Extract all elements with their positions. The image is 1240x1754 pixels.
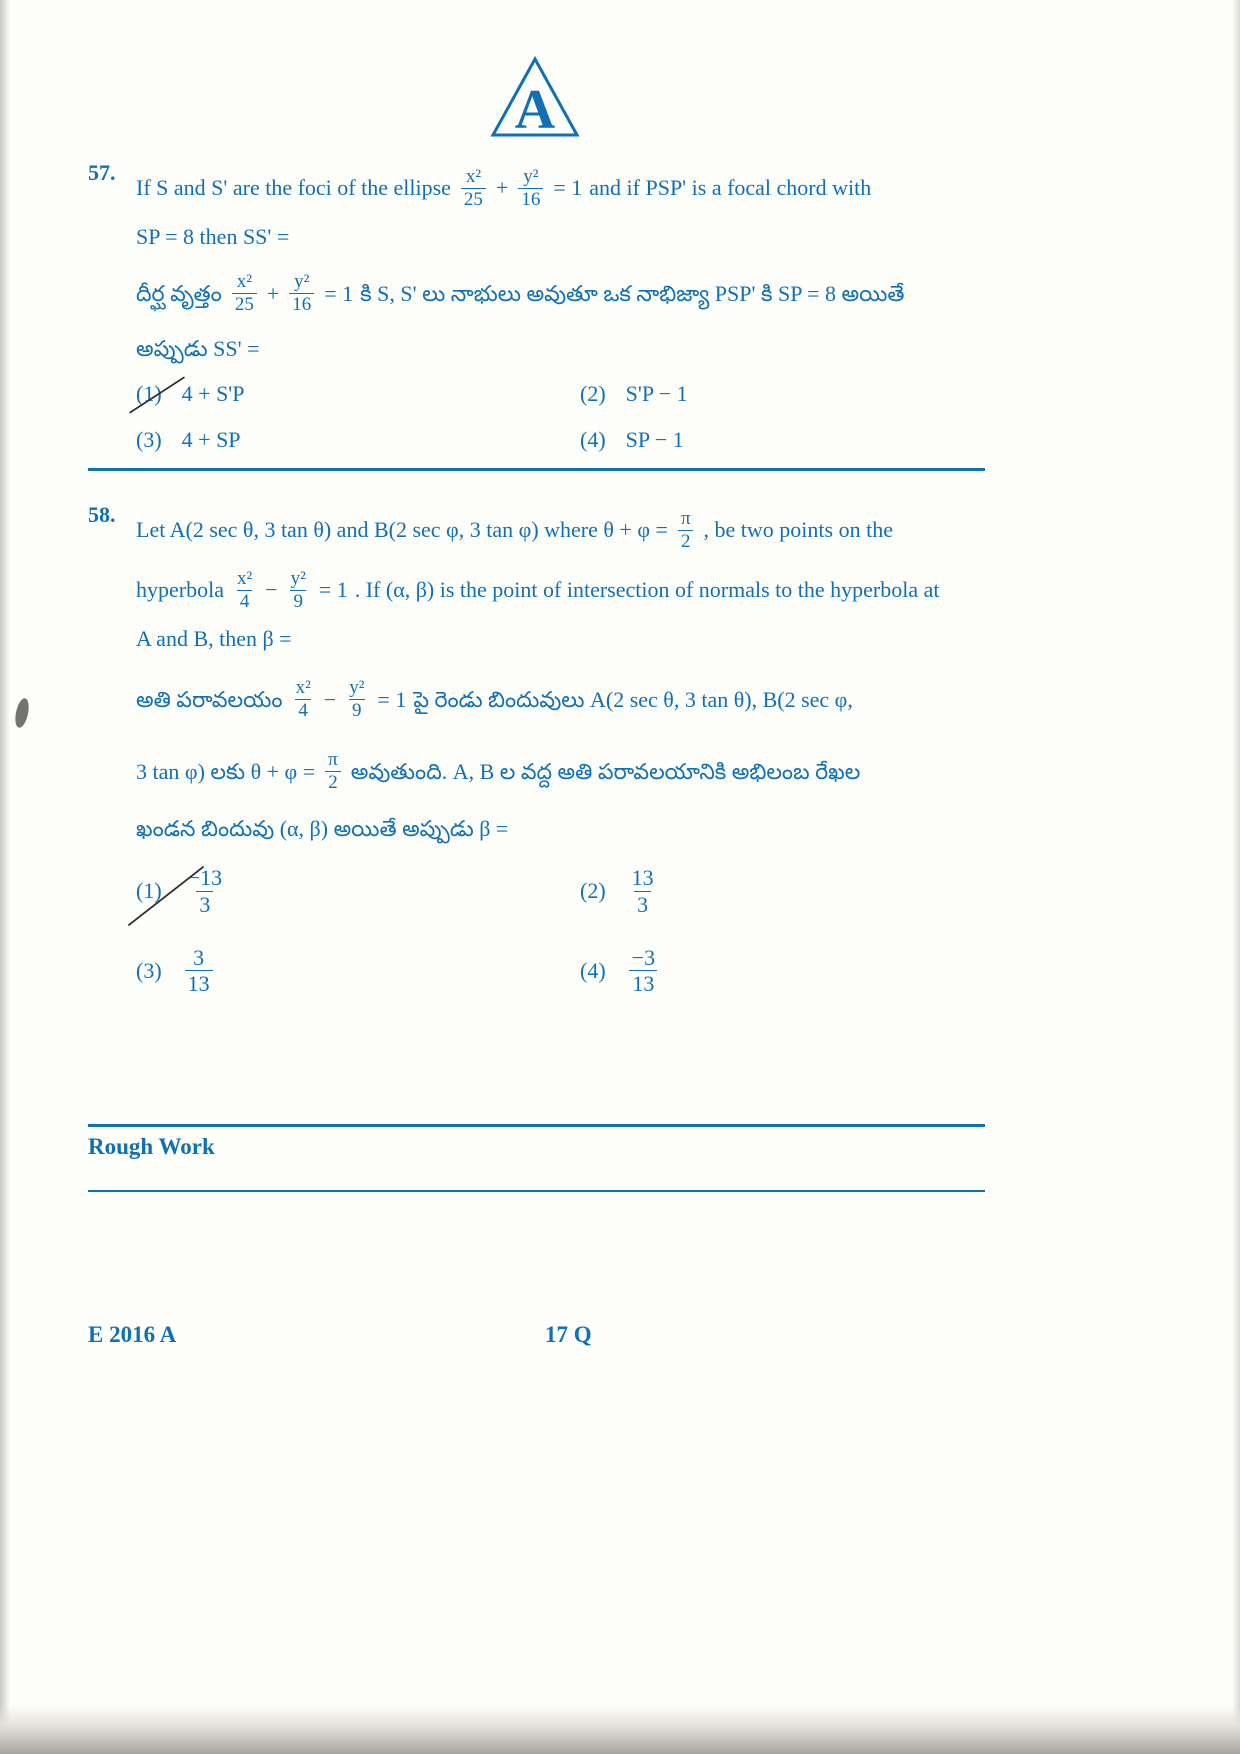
- option-4: [580, 425, 684, 455]
- ellipse-fraction-1: $\frac{\text{x²}}{25}$: [461, 166, 486, 211]
- rough-work-label: Rough Work: [88, 1134, 215, 1159]
- question-57: [88, 158, 988, 455]
- option-fraction: $\frac{3}{13}$: [185, 945, 213, 997]
- option-1: [136, 865, 228, 917]
- paper-set-logo: [487, 55, 583, 146]
- scan-edge-bottom: [0, 1706, 1240, 1754]
- question-57-english-line1: [136, 158, 988, 218]
- option-fraction: $\frac{-3}{13}$: [629, 945, 658, 997]
- question-58-english-line1: [136, 500, 988, 560]
- hyperbola-fraction-1: $\frac{\text{x²}}{4}$: [236, 567, 253, 612]
- rough-work-bottom-rule: [88, 1190, 985, 1192]
- question-text: hyperbola: [136, 577, 224, 603]
- question-text-telugu: దీర్ఘ వృత్తం: [136, 280, 222, 306]
- question-number: 58.: [88, 502, 116, 527]
- plus-operator: +: [495, 175, 509, 201]
- equation-rhs: = 1: [318, 577, 348, 603]
- question-text-telugu: పై రెండు బిందువులు A(2 sec θ, 3 tan θ), B(2 sec φ,: [413, 686, 853, 712]
- hyperbola-fraction-1: $\frac{\text{x²}}{4}$: [295, 677, 311, 722]
- option-label: SP − 1: [625, 427, 684, 453]
- option-number: (1): [136, 878, 162, 904]
- option-4: [580, 945, 661, 997]
- option-number: (3): [136, 957, 162, 983]
- question-58-options: [136, 865, 988, 996]
- minus-operator: −: [323, 686, 337, 712]
- ellipse-fraction-2: $\frac{\text{y²}}{16}$: [289, 271, 314, 316]
- scan-edge-left: [0, 0, 10, 1754]
- question-57-options: [136, 379, 988, 454]
- question-58-telugu-line3: ఖండన బిందువు (α, β) అయితే అప్పుడు β =: [136, 815, 509, 841]
- scan-edge-right: [1232, 0, 1240, 1754]
- option-number: (1): [136, 381, 162, 407]
- option-number: (2): [580, 878, 606, 904]
- equation-rhs: = 1: [553, 175, 583, 201]
- option-number: (4): [580, 957, 606, 983]
- option-number: (3): [136, 427, 162, 453]
- option-3: [136, 425, 241, 455]
- question-text-telugu: 3 tan φ) లకు θ + φ =: [136, 758, 316, 784]
- page-number: 17 Q: [545, 1322, 592, 1347]
- question-58-english-line2: [136, 560, 988, 620]
- question-text-telugu: కి S, S' లు నాభులు అవుతూ ఒక నాభిజ్యా PSP' కి SP = 8 అయితే: [360, 280, 905, 306]
- triangle-a-logo-icon: [487, 55, 583, 141]
- question-text: If S and S' are the foci of the ellipse: [136, 175, 451, 201]
- question-58-telugu-line2: [136, 742, 988, 802]
- option-2: [580, 379, 688, 409]
- ellipse-fraction-2: $\frac{\text{y²}}{16}$: [518, 166, 543, 211]
- question-57-telugu-line1: [136, 264, 988, 324]
- pi-over-2-fraction: $\frac{\pi}{2}$: [325, 749, 341, 794]
- question-divider: [88, 468, 985, 471]
- option-label: 4 + S'P: [181, 381, 245, 407]
- equation-rhs: = 1: [377, 686, 407, 712]
- question-57-english-line2: SP = 8 then SS' =: [136, 224, 290, 249]
- option-3: [136, 945, 216, 997]
- scan-smudge: [13, 697, 31, 729]
- booklet-code: E 2016 A: [88, 1322, 177, 1347]
- question-text-telugu: అవుతుంది. A, B ల వద్ద అతి పరావలయానికి అభిలంబ రేఖల: [350, 758, 861, 784]
- question-58-telugu-line1: [136, 670, 988, 730]
- option-number: (2): [580, 381, 606, 407]
- logo-letter: A: [514, 79, 556, 141]
- equation-rhs: = 1: [324, 280, 354, 306]
- question-text: . If (α, β) is the point of intersection of normals to the hyperbola at: [354, 577, 940, 603]
- option-label: 4 + SP: [181, 427, 241, 453]
- option-2: [580, 865, 660, 917]
- question-text: Let A(2 sec θ, 3 tan θ) and B(2 sec φ, 3 tan φ) where θ + φ =: [136, 517, 668, 543]
- option-number: (4): [580, 427, 606, 453]
- question-text: and if PSP' is a focal chord with: [589, 175, 872, 201]
- question-57-telugu-line2: అప్పుడు SS' =: [136, 335, 260, 361]
- question-text-telugu: అతి పరావలయం: [136, 686, 283, 712]
- plus-operator: +: [266, 280, 280, 306]
- question-text: , be two points on the: [703, 517, 893, 543]
- minus-operator: −: [265, 577, 278, 603]
- option-fraction: $\frac{-13}{3}$: [187, 865, 223, 917]
- option-fraction: $\frac{13}{3}$: [631, 865, 654, 917]
- hyperbola-fraction-2: $\frac{\text{y²}}{9}$: [349, 677, 365, 722]
- pi-over-2-fraction: $\frac{\pi}{2}$: [678, 508, 694, 553]
- hyperbola-fraction-2: $\frac{\text{y²}}{9}$: [290, 567, 306, 612]
- option-label: S'P − 1: [625, 381, 688, 407]
- ellipse-fraction-1: $\frac{\text{x²}}{25}$: [232, 271, 257, 316]
- question-number: 57.: [88, 160, 116, 185]
- question-58: [88, 500, 988, 997]
- option-1: [136, 379, 245, 409]
- rough-work-top-rule: [88, 1124, 985, 1127]
- question-58-english-line3: A and B, then β =: [136, 626, 292, 651]
